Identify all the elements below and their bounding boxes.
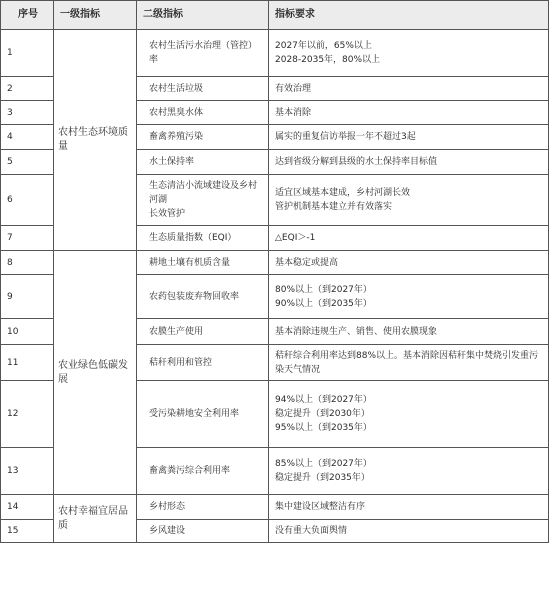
cell-text-line: 95%以上（到2035年） [275, 423, 372, 433]
header-level1: 一级指标 [54, 1, 137, 30]
row-number: 15 [1, 520, 54, 543]
table-row [1, 495, 549, 520]
cell-text-line: 生态清洁小流域建设及乡村河湖 [149, 181, 258, 205]
header-requirement: 指标要求 [269, 1, 549, 30]
level2-indicator [137, 125, 269, 150]
indicator-requirement [269, 251, 549, 275]
indicator-requirement [269, 77, 549, 101]
cell-text-line: 2027年以前，65%以上 [275, 41, 372, 51]
cell-text-line: 基本消除违规生产、销售、使用农膜现象 [275, 326, 438, 337]
cell-text-line: 畜禽粪污综合利用率 [149, 466, 231, 476]
cell-text-line: 85%以上（到2027年） [275, 459, 372, 469]
level2-indicator [137, 251, 269, 275]
cell-text-line: 乡风建设 [149, 526, 186, 536]
level1-indicator: 农村幸福宜居品质 [54, 495, 137, 543]
cell-text-line: 适宜区域基本建成，乡村河湖长效 [275, 188, 411, 198]
cell-text-line: 长效管护 [149, 209, 186, 219]
cell-text-line: 基本稳定或提高 [275, 257, 339, 268]
cell-text-line: 管护机制基本建立并有效落实 [275, 202, 393, 212]
indicator-requirement [269, 30, 549, 77]
indicator-requirement [269, 226, 549, 251]
cell-text-line: 农药包装废弃物回收率 [149, 291, 240, 302]
level2-indicator [137, 381, 269, 448]
cell-text-line: 受污染耕地安全利用率 [149, 409, 240, 419]
level2-indicator [137, 345, 269, 381]
cell-text-line: 稳定提升（到2035年） [275, 473, 370, 483]
indicator-requirement [269, 101, 549, 125]
indicator-requirement [269, 448, 549, 495]
cell-text-line: 秸秆综合利用率达到88%以上。基本消除因秸秆集中焚烧引发重污染天气情况 [275, 350, 539, 375]
cell-text-line: 90%以上（到2035年） [275, 298, 372, 309]
row-number: 14 [1, 495, 54, 520]
indicator-requirement [269, 125, 549, 150]
level2-indicator [137, 175, 269, 226]
cell-text-line: 农村生活垃圾 [149, 83, 204, 94]
row-number: 11 [1, 345, 54, 381]
cell-text-line: 属实的重复信访举报一年不超过3起 [275, 132, 416, 142]
row-number: 8 [1, 251, 54, 275]
cell-text-line: 稳定提升（到2030年） [275, 409, 370, 419]
level2-indicator [137, 77, 269, 101]
level2-indicator [137, 520, 269, 543]
row-number: 7 [1, 226, 54, 251]
table-row [1, 251, 549, 275]
row-number: 2 [1, 77, 54, 101]
indicator-requirement [269, 495, 549, 520]
level2-indicator [137, 275, 269, 319]
level2-indicator [137, 150, 269, 175]
cell-text-line: 生态质量指数（EQI） [149, 233, 237, 243]
cell-text-line: 农膜生产使用 [149, 326, 204, 337]
cell-text-line: 94%以上（到2027年） [275, 395, 372, 405]
level2-indicator [137, 30, 269, 77]
row-number: 1 [1, 30, 54, 77]
header-no: 序号 [1, 1, 54, 30]
cell-text-line: 乡村形态 [149, 502, 186, 512]
cell-text-line: 集中建设区域整洁有序 [275, 502, 366, 512]
level1-indicator: 农村生态环境质量 [54, 30, 137, 251]
cell-text-line: 秸秆利用和管控 [149, 357, 213, 368]
cell-text-line: 2028-2035年，80%以上 [275, 55, 381, 65]
table-row [1, 30, 549, 77]
level2-indicator [137, 495, 269, 520]
cell-text-line: 农村生活污水治理（管控）率 [149, 41, 258, 65]
table-body [1, 30, 549, 543]
indicator-requirement [269, 175, 549, 226]
indicator-requirement [269, 275, 549, 319]
indicator-requirement [269, 381, 549, 448]
cell-text-line: 耕地土壤有机质含量 [149, 257, 231, 268]
row-number: 10 [1, 319, 54, 345]
level2-indicator [137, 319, 269, 345]
header-row [1, 1, 549, 30]
cell-text-line: 农村黑臭水体 [149, 107, 204, 118]
cell-text-line: 畜禽养殖污染 [149, 132, 204, 142]
header-level2: 二级指标 [137, 1, 269, 30]
level1-indicator: 农业绿色低碳发展 [54, 251, 137, 495]
level2-indicator [137, 101, 269, 125]
row-number: 4 [1, 125, 54, 150]
cell-text-line: 有效治理 [275, 83, 312, 94]
cell-text-line: 达到省级分解到县级的水土保持率目标值 [275, 157, 438, 167]
row-number: 5 [1, 150, 54, 175]
indicator-requirement [269, 150, 549, 175]
indicator-requirement [269, 520, 549, 543]
level2-indicator [137, 448, 269, 495]
cell-text-line: 基本消除 [275, 107, 312, 118]
cell-text-line: 水土保持率 [149, 157, 195, 167]
indicator-requirement [269, 319, 549, 345]
cell-text-line: △EQI＞-1 [275, 233, 316, 243]
level2-indicator [137, 226, 269, 251]
row-number: 12 [1, 381, 54, 448]
row-number: 13 [1, 448, 54, 495]
row-number: 3 [1, 101, 54, 125]
row-number: 6 [1, 175, 54, 226]
indicator-requirement [269, 345, 549, 381]
row-number: 9 [1, 275, 54, 319]
cell-text-line: 80%以上（到2027年） [275, 284, 372, 295]
cell-text-line: 没有重大负面舆情 [275, 526, 348, 536]
